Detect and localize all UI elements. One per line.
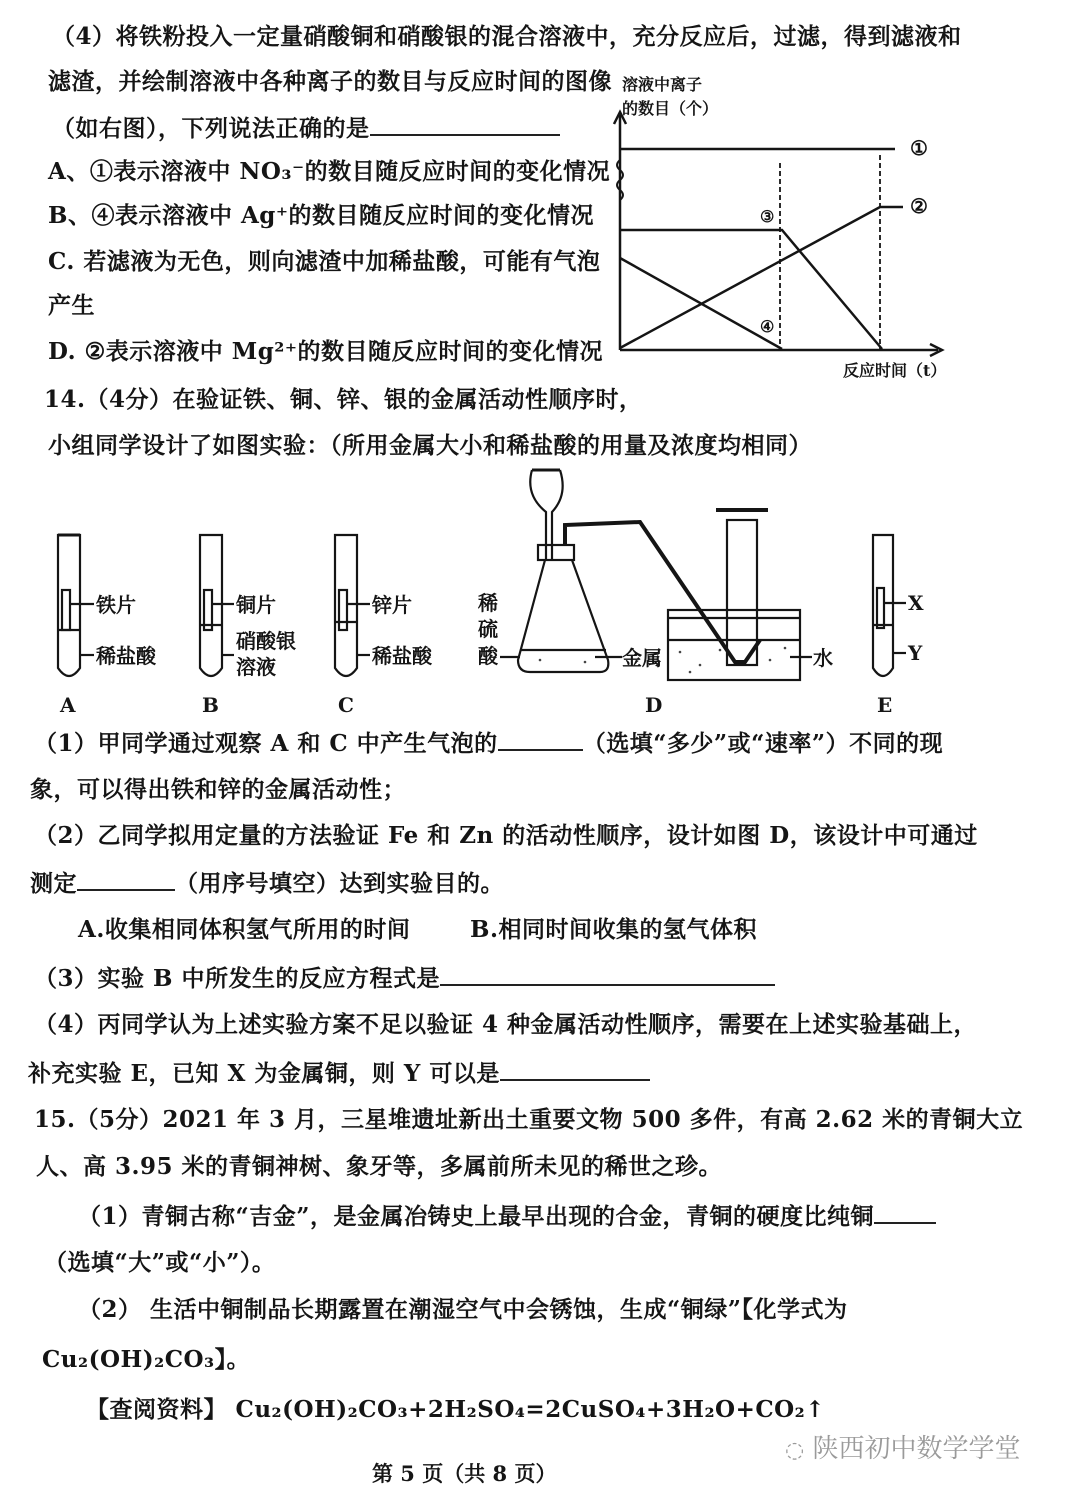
test-tube-b	[200, 535, 234, 676]
label-iron-sheet: 铁片	[96, 593, 136, 617]
y-axis-label-2: 的数目（个）	[622, 99, 719, 118]
test-tube-e	[873, 535, 906, 676]
q14-part4-line2	[28, 1057, 650, 1089]
q15-reference-material: 【查阅资料】 Cu₂(OH)₂CO₃+2H₂SO₄=2CuSO₄+3H₂O+CO₂↑	[86, 1396, 826, 1423]
label-water: 水	[813, 646, 833, 670]
q14-part4-text: 补充实验 E，已知 X 为金属铜，则 Y 可以是	[28, 1060, 500, 1087]
q13-4-line1: （4）将铁粉投入一定量硝酸铜和硝酸银的混合溶液中，充分反应后，过滤，得到滤液和	[52, 23, 962, 50]
answer-blank[interactable]	[500, 1057, 650, 1081]
curve-label-1: ①	[910, 136, 928, 160]
q14-part1-text-cont: （选填“多少”或“速率”）不同的现	[582, 730, 944, 757]
q13-4-option-c: C. 若滤液为无色，则向滤渣中加稀盐酸，可能有气泡	[48, 248, 601, 275]
label-dilute-hcl-a: 稀盐酸	[96, 644, 156, 668]
label-dilute-sulfuric-2: 硫	[478, 617, 498, 641]
q13-4-line2: 滤渣，并绘制溶液中各种离子的数目与反应时间的图像	[48, 68, 612, 95]
label-x: X	[908, 591, 924, 615]
answer-blank[interactable]	[440, 962, 775, 986]
q14-line2: 小组同学设计了如图实验：（所用金属大小和稀盐酸的用量及浓度均相同）	[48, 432, 812, 459]
q14-line1: 14.（4分）在验证铁、铜、锌、银的金属活动性顺序时，	[44, 386, 643, 413]
q15-part1-line2: （选填“大”或“小”）。	[44, 1249, 276, 1276]
label-solution: 溶液	[236, 655, 276, 679]
watermark-text: 陕西初中数学学堂	[812, 1434, 1021, 1464]
q13-4-option-b: B、④表示溶液中 Ag⁺的数目随反应时间的变化情况	[48, 202, 595, 229]
answer-blank[interactable]	[874, 1200, 936, 1224]
q14-part1-line2: 象，可以得出铁和锌的金属活动性；	[30, 776, 406, 803]
label-dilute-sulfuric-3: 酸	[478, 644, 498, 668]
curve-label-4: ④	[760, 317, 775, 336]
test-tube-a	[58, 535, 94, 676]
label-metal: 金属	[622, 646, 662, 670]
label-c: C	[338, 693, 354, 717]
q13-4-line3-text: （如右图），下列说法正确的是	[52, 115, 370, 142]
test-tube-c	[335, 535, 370, 676]
q13-4-option-d: D. ②表示溶液中 Mg²⁺的数目随反应时间的变化情况	[48, 338, 604, 365]
curve-label-3: ③	[760, 207, 775, 226]
label-d: D	[645, 693, 663, 717]
q15-part1-text: （1）青铜古称“吉金”，是金属冶铸史上最早出现的合金，青铜的硬度比纯铜	[78, 1203, 874, 1230]
q14-part3	[34, 962, 775, 994]
q14-part3-text: （3）实验 B 中所发生的反应方程式是	[34, 965, 440, 992]
watermark	[785, 1428, 1020, 1465]
q14-part4: （4）丙同学认为上述实验方案不足以验证 4 种金属活动性顺序，需要在上述实验基础上，	[34, 1011, 978, 1038]
label-dilute-sulfuric-1: 稀	[478, 591, 498, 615]
label-e: E	[877, 693, 893, 717]
label-silver-nitrate: 硝酸银	[236, 629, 296, 653]
curve-label-2: ②	[910, 194, 928, 218]
wechat-icon: ◌	[785, 1438, 805, 1463]
q14-part1-text: （1）甲同学通过观察 A 和 C 中产生气泡的	[34, 730, 498, 757]
answer-blank[interactable]	[77, 867, 175, 891]
label-dilute-hcl-c: 稀盐酸	[372, 644, 432, 668]
q13-4-option-a: A、①表示溶液中 NO₃⁻的数目随反应时间的变化情况	[48, 158, 611, 185]
q15-part2: （2） 生活中铜制品长期露置在潮湿空气中会锈蚀，生成“铜绿”【化学式为	[78, 1296, 848, 1323]
answer-blank[interactable]	[498, 727, 583, 751]
q14-part1	[34, 727, 943, 759]
q15-part1	[78, 1200, 936, 1232]
page-footer: 第 5 页（共 8 页）	[372, 1461, 557, 1486]
q14-part2-text: 测定	[30, 870, 77, 897]
q14-part2-option-a: A.收集相同体积氢气所用的时间	[78, 916, 411, 943]
q15-part2-formula: Cu₂(OH)₂CO₃】。	[42, 1346, 251, 1373]
x-axis-label: 反应时间（t）	[843, 361, 947, 380]
q15-line1: 15.（5分）2021 年 3 月，三星堆遗址新出土重要文物 500 多件，有高 2.62 米的青铜大立	[34, 1106, 1024, 1133]
y-axis-label-1: 溶液中离子	[622, 75, 703, 94]
label-a: A	[60, 693, 76, 717]
q14-part2: （2）乙同学拟用定量的方法验证 Fe 和 Zn 的活动性顺序，设计如图 D，该设计中可通过	[34, 822, 978, 849]
label-copper-sheet: 铜片	[236, 593, 276, 617]
label-b: B	[202, 693, 219, 717]
q15-line2: 人、高 3.95 米的青铜神树、象牙等，多属前所未见的稀世之珍。	[36, 1153, 723, 1180]
q14-part2-text-cont: （用序号填空）达到实验目的。	[175, 870, 504, 897]
q14-part2-option-b: B.相同时间收集的氢气体积	[470, 916, 757, 943]
q14-part2-line2	[30, 867, 504, 899]
q13-4-option-c-cont: 产生	[48, 292, 95, 319]
label-y: Y	[908, 641, 923, 665]
label-zinc-sheet: 锌片	[372, 593, 412, 617]
experiment-apparatus	[0, 0, 1080, 730]
